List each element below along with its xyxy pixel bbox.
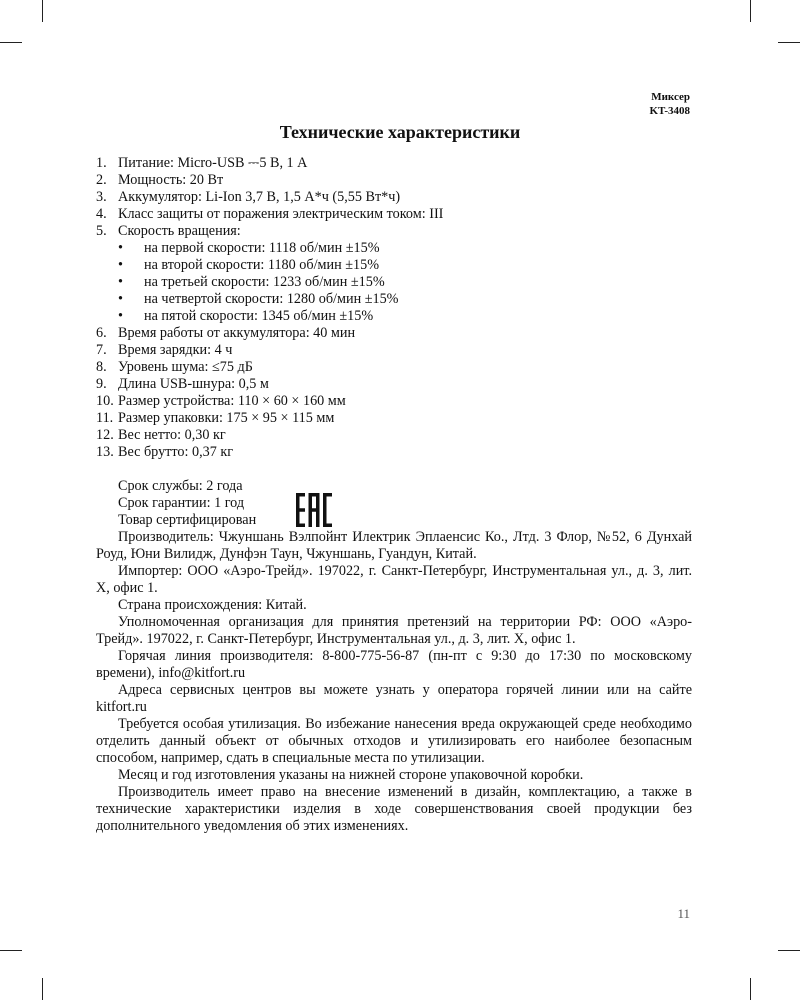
spec-item: [96, 206, 692, 223]
spec-text: Время работы от аккумулятора: 40 мин: [118, 325, 356, 341]
spec-item: [96, 172, 692, 189]
spec-number: 12.: [96, 427, 114, 443]
spec-text: Вес нетто: 0,30 кг: [118, 427, 226, 443]
spec-number: 11.: [96, 410, 114, 426]
bullet-icon: •: [118, 240, 123, 256]
crop-mark: [778, 950, 800, 951]
spec-item: [96, 223, 692, 240]
speed-item: [96, 274, 692, 291]
bullet-icon: •: [118, 291, 123, 307]
speed-item: [96, 291, 692, 308]
country-paragraph: Страна происхождения: Китай.: [118, 597, 307, 613]
document-header: [649, 90, 690, 118]
model-number: KT-3408: [649, 105, 690, 117]
speed-text: на четвертой скорости: 1280 об/мин ±15%: [144, 291, 399, 307]
spec-number: 5.: [96, 223, 107, 239]
spec-number: 3.: [96, 189, 107, 205]
crop-mark: [42, 0, 43, 22]
changes-notice-paragraph: Производитель имеет право на внесение изменений в дизайн, комплектацию, а также в технические характеристики изделия в ходе совершенствования своей продукции без дополнительного уведомления об этих изменениях.: [96, 784, 692, 834]
spec-number: 9.: [96, 376, 107, 392]
service-centers-paragraph: Адреса сервисных центров вы можете узнать у оператора горячей линии или на сайте kitfort.ru: [96, 682, 692, 715]
crop-mark: [750, 0, 751, 22]
spec-number: 8.: [96, 359, 107, 375]
hotline-paragraph: Горячая линия производителя: 8-800-775-56-87 (пн-пт с 9:30 до 17:30 по московскому времени), info@kitfort.ru: [96, 648, 692, 681]
spec-text: Вес брутто: 0,37 кг: [118, 444, 234, 460]
spec-number: 4.: [96, 206, 107, 222]
eac-mark-icon: [296, 493, 332, 527]
spacer: [96, 461, 692, 478]
spec-item: [96, 376, 692, 393]
speed-text: на второй скорости: 1180 об/мин ±15%: [144, 257, 380, 273]
speed-text: на пятой скорости: 1345 об/мин ±15%: [144, 308, 374, 324]
bullet-icon: •: [118, 274, 123, 290]
speed-item: [96, 257, 692, 274]
spec-number: 2.: [96, 172, 107, 188]
spec-text: Размер упаковки: 175 × 95 × 115 мм: [118, 410, 335, 426]
spec-text: Уровень шума: ≤75 дБ: [118, 359, 253, 375]
spec-item: [96, 359, 692, 376]
document-body: [96, 155, 692, 835]
crop-mark: [42, 978, 43, 1000]
spec-item: [96, 155, 692, 172]
spec-text: Питание: Micro-USB ⎓5 В, 1 А: [118, 155, 308, 171]
spec-text: Размер устройства: 110 × 60 × 160 мм: [118, 393, 346, 409]
crop-mark: [778, 42, 800, 43]
certified-text: Товар сертифицирован: [118, 512, 257, 528]
speed-text: на третьей скорости: 1233 об/мин ±15%: [144, 274, 385, 290]
spec-text: Аккумулятор: Li-Ion 3,7 В, 1,5 А*ч (5,55 Вт*ч): [118, 189, 401, 205]
warranty-period: Срок гарантии: 1 год: [118, 495, 245, 511]
spec-item: [96, 342, 692, 359]
spec-text: Скорость вращения:: [118, 223, 241, 239]
manufacture-date-paragraph: Месяц и год изготовления указаны на нижней стороне упаковочной коробки.: [118, 767, 584, 783]
bullet-icon: •: [118, 308, 123, 324]
speed-item: [96, 308, 692, 325]
bullet-icon: •: [118, 257, 123, 273]
disposal-paragraph: Требуется особая утилизация. Во избежание нанесения вреда окружающей среде необходимо отделить данный объект от обычных отходов и утилизировать его наиболее безопасным способом, например, сдать в специальные места по утилизации.: [96, 716, 692, 766]
spec-item: [96, 393, 692, 410]
authorized-org-paragraph: Уполномоченная организация для принятия претензий на территории РФ: ООО «Аэро-Трейд». 197022, г. Санкт-Петербург, Инструментальная ул., д. 3, лит. Х, офис 1.: [96, 614, 692, 647]
spec-number: 1.: [96, 155, 107, 171]
spec-item: [96, 410, 692, 427]
spec-item: [96, 427, 692, 444]
spec-list: [96, 155, 692, 461]
spec-number: 6.: [96, 325, 107, 341]
spec-item: [96, 325, 692, 342]
spec-number: 13.: [96, 444, 114, 460]
certification-line: [96, 512, 692, 529]
speed-text: на первой скорости: 1118 об/мин ±15%: [144, 240, 380, 256]
page-title: Технические характеристики: [279, 122, 521, 142]
speed-item: [96, 240, 692, 257]
service-life: Срок службы: 2 года: [118, 478, 243, 494]
importer-paragraph: Импортер: ООО «Аэро-Трейд». 197022, г. Санкт-Петербург, Инструментальная ул., д. 3, лит. Х, офис 1.: [96, 563, 692, 596]
product-name: Миксер: [651, 91, 690, 103]
spec-number: 7.: [96, 342, 107, 358]
spec-item: [96, 444, 692, 461]
spec-number: 10.: [96, 393, 114, 409]
spec-item: [96, 189, 692, 206]
spec-text: Класс защиты от поражения электрическим током: III: [118, 206, 444, 222]
speed-list: [96, 240, 692, 325]
spec-text: Время зарядки: 4 ч: [118, 342, 233, 358]
crop-mark: [750, 978, 751, 1000]
page-number: 11: [677, 906, 690, 921]
manufacturer-paragraph: Производитель: Чжуншань Вэлпойнт Илектрик Эплаенсис Ко., Лтд. 3 Флор, №52, 6 Дунхай Роуд, Юни Вилидж, Дунфэн Таун, Чжуншань, Гуандун, Китай.: [96, 529, 692, 562]
crop-mark: [0, 950, 22, 951]
spec-text: Мощность: 20 Вт: [118, 172, 224, 188]
spec-text: Длина USB-шнура: 0,5 м: [118, 376, 269, 392]
crop-mark: [0, 42, 22, 43]
